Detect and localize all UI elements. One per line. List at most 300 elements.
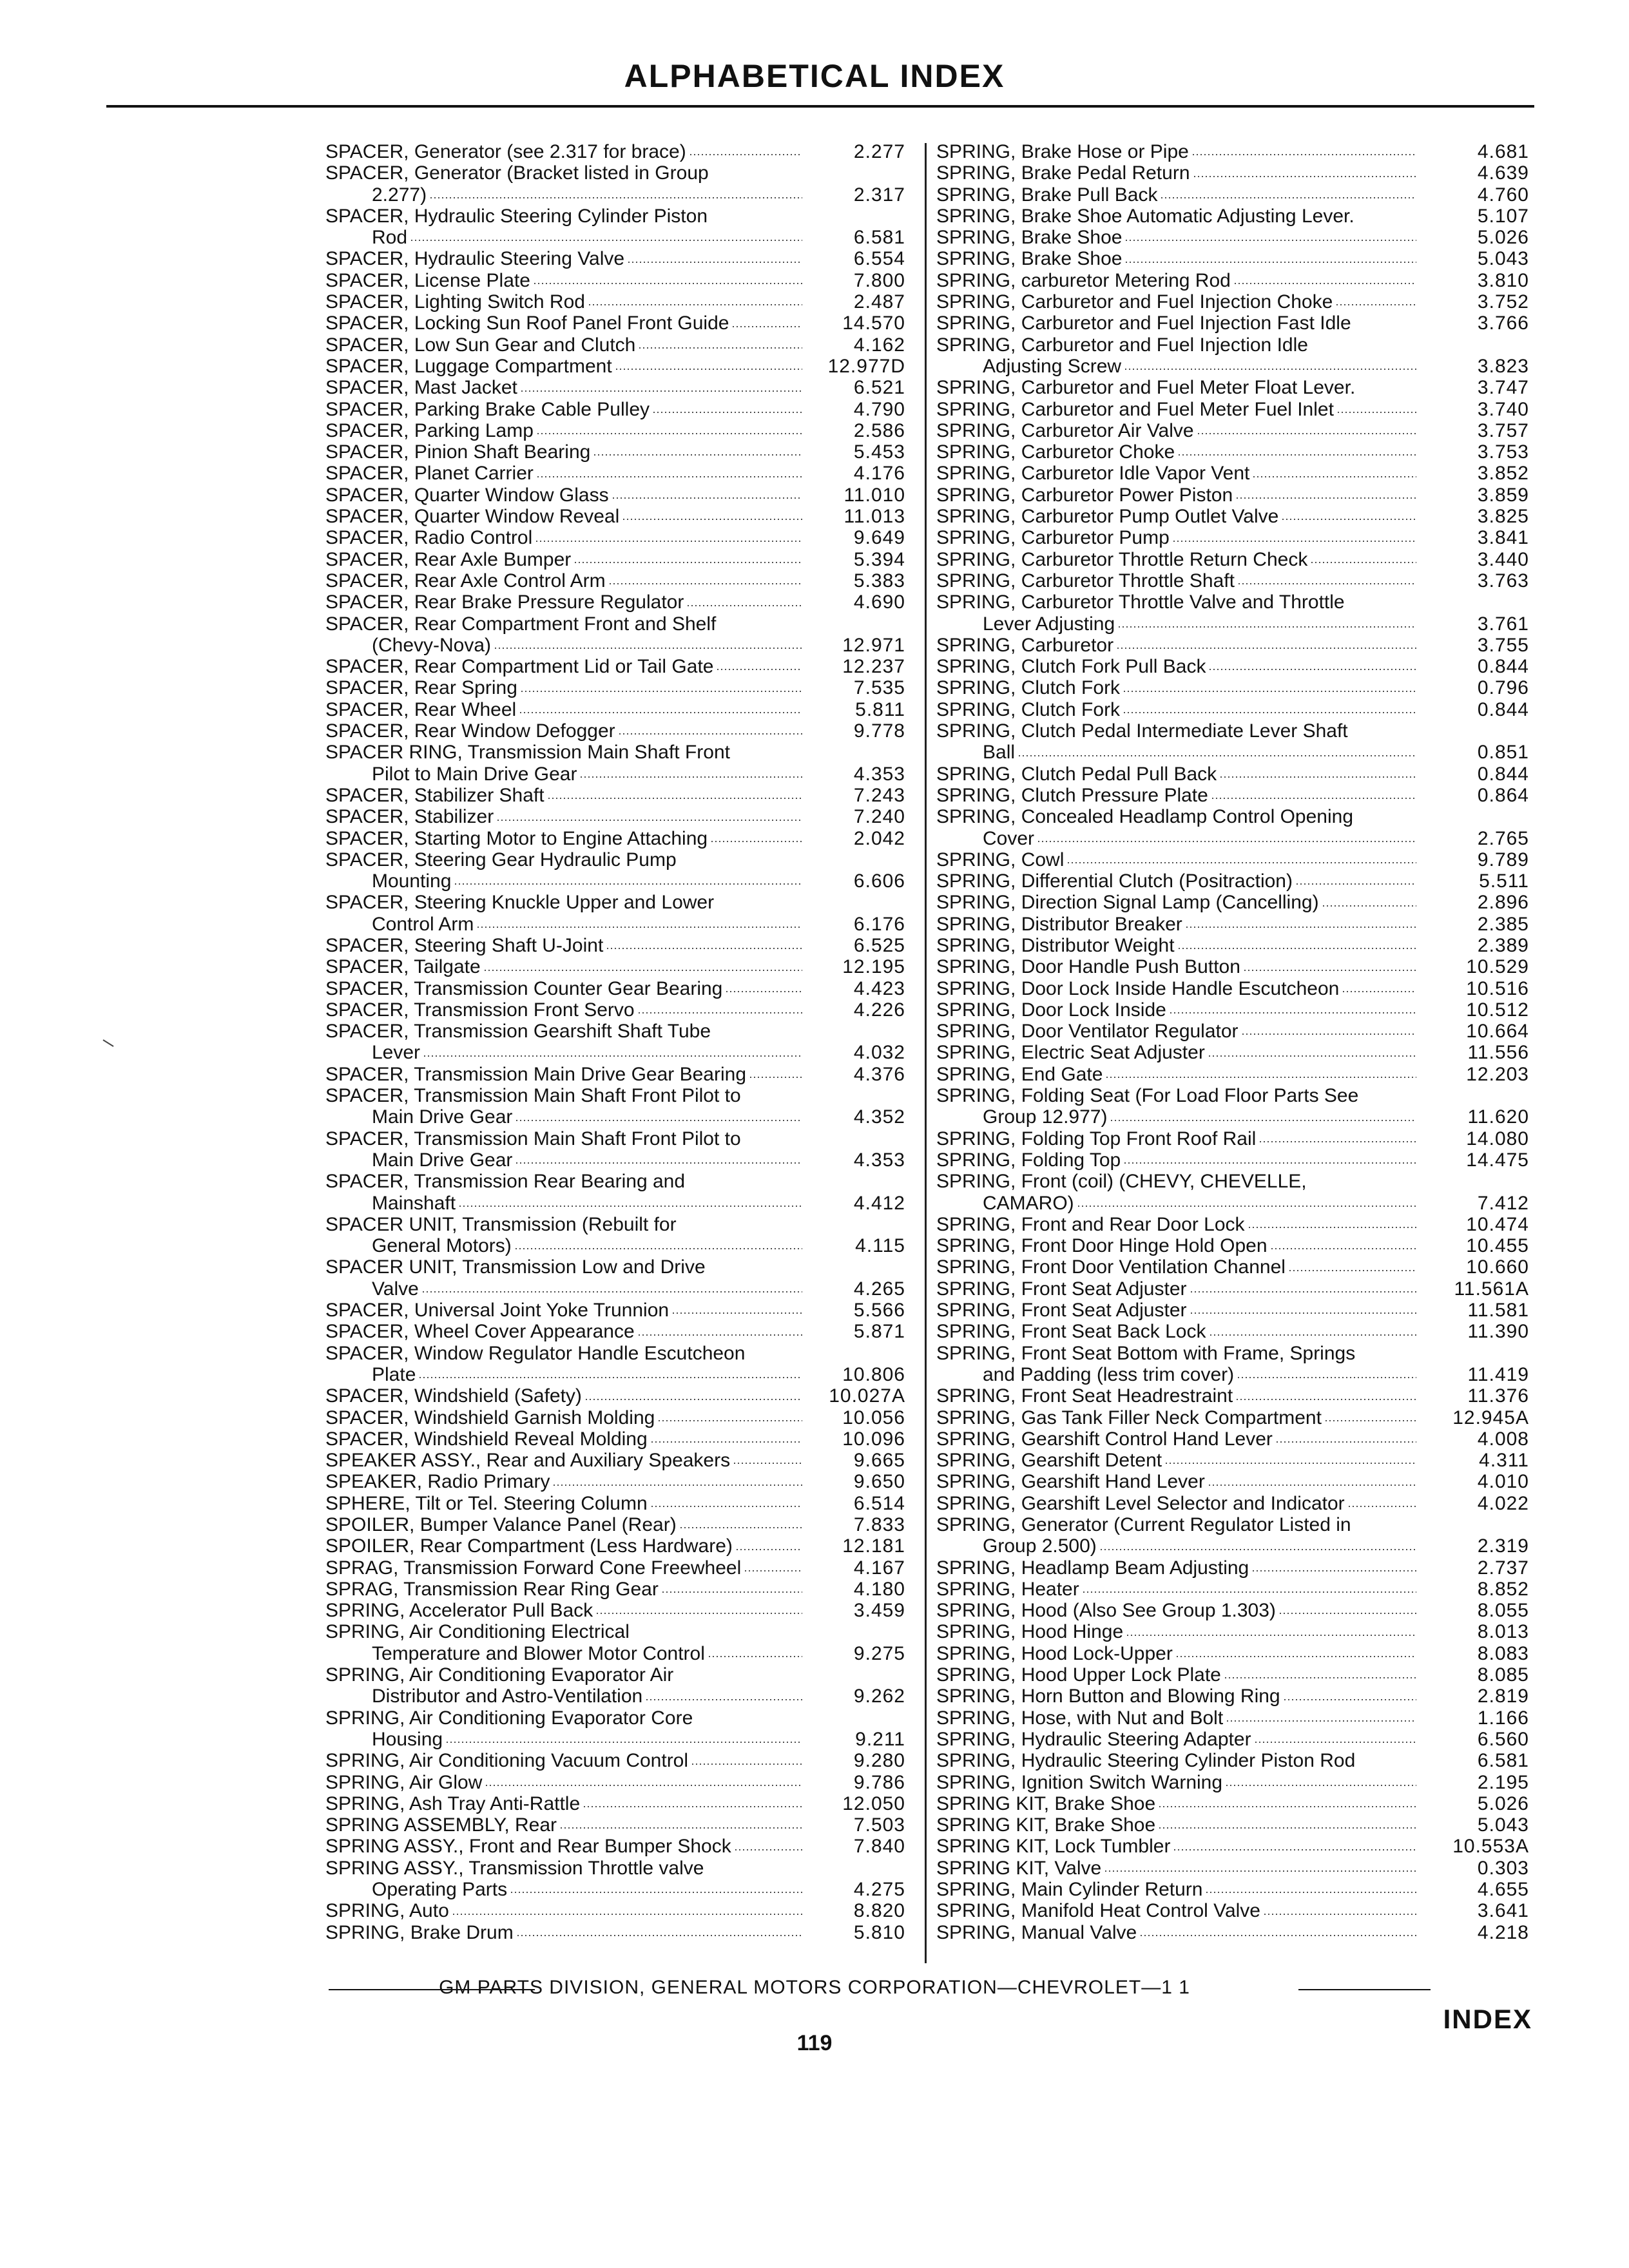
entry-text: SPRING, Brake Pull Back	[936, 184, 1158, 206]
dot-leader	[1225, 1783, 1416, 1787]
dot-leader	[661, 1590, 802, 1594]
entry-group-number: 0.796	[1477, 677, 1529, 699]
entry-group-number: 12.971	[842, 634, 905, 656]
dot-leader	[1219, 775, 1416, 779]
index-entry	[936, 1214, 1529, 1235]
dot-leader	[744, 1569, 802, 1573]
entry-group-number: 4.311	[1479, 1450, 1529, 1472]
entry-group-number: 4.655	[1477, 1879, 1529, 1901]
entry-text: Distributor and Astro-Ventilation	[372, 1686, 643, 1707]
index-entry	[936, 527, 1529, 548]
scan-speck-mark	[102, 1039, 116, 1048]
index-entry	[325, 1278, 905, 1300]
dot-leader	[445, 1740, 802, 1744]
index-entry	[936, 1321, 1529, 1342]
entry-group-number: 5.511	[1479, 870, 1529, 892]
index-entry	[325, 677, 905, 698]
dot-leader	[1335, 303, 1416, 307]
dot-leader	[1190, 1311, 1417, 1315]
entry-text: SPRING ASSY., Transmission Throttle valve	[325, 1857, 704, 1879]
entry-group-number: 9.280	[853, 1750, 905, 1772]
entry-text: SPACER, Rear Compartment Front and Shelf	[325, 613, 717, 635]
entry-text: SPRING, Folding Top Front Roof Rail	[936, 1128, 1257, 1149]
index-entry	[936, 1428, 1529, 1450]
entry-text: SPACER, Luggage Compartment	[325, 355, 612, 377]
footer-publisher: GM PARTS DIVISION, GENERAL MOTORS CORPORATION—CHEVROLET—1 1	[439, 1977, 1190, 1998]
index-entry	[936, 334, 1529, 356]
index-entry	[936, 806, 1529, 827]
entry-text: SPACER, Parking Lamp	[325, 419, 534, 441]
entry-group-number: 4.353	[853, 763, 905, 785]
entry-text: SPRING, Brake Shoe	[936, 227, 1123, 249]
entry-text: SPACER, License Plate	[325, 269, 530, 291]
entry-group-number: 2.737	[1477, 1557, 1529, 1579]
entry-text: SPRING, carburetor Metering Rod	[936, 269, 1231, 291]
entry-group-number: 4.180	[853, 1578, 905, 1600]
index-entry	[936, 141, 1529, 162]
entry-group-number: 4.218	[1477, 1921, 1529, 1943]
dot-leader	[716, 668, 802, 671]
index-entry	[325, 1922, 905, 1943]
dot-leader	[1295, 882, 1416, 886]
entry-group-number: 12.195	[842, 956, 905, 978]
dot-leader	[749, 1075, 802, 1079]
entry-group-number: 9.262	[853, 1686, 905, 1707]
index-entry	[936, 1471, 1529, 1492]
index-entry	[325, 227, 905, 248]
index-entry	[936, 506, 1529, 527]
dot-leader	[1066, 861, 1416, 865]
entry-group-number: 10.096	[842, 1428, 905, 1450]
dot-leader	[606, 947, 802, 950]
entry-text: SPRING, Heater	[936, 1578, 1079, 1600]
dot-leader	[588, 303, 802, 307]
entry-text: SPRING, Front Seat Adjuster	[936, 1300, 1187, 1321]
entry-group-number: 3.755	[1477, 634, 1529, 656]
entry-group-number: 6.560	[1477, 1728, 1529, 1750]
dot-leader	[691, 1762, 802, 1766]
entry-text: SPRING, Horn Button and Blowing Ring	[936, 1686, 1280, 1707]
dot-leader	[1275, 1440, 1416, 1444]
index-entry	[325, 1300, 905, 1321]
dot-leader	[1322, 904, 1416, 908]
entry-group-number: 4.032	[853, 1042, 905, 1064]
index-entry	[325, 1686, 905, 1707]
index-entry	[325, 635, 905, 656]
index-entry	[325, 956, 905, 977]
dot-leader	[1158, 1826, 1416, 1830]
index-entry	[325, 527, 905, 548]
index-entry	[325, 999, 905, 1021]
index-entry	[936, 1858, 1529, 1879]
index-entry	[936, 1042, 1529, 1063]
entry-text: SPEAKER, Radio Primary	[325, 1471, 550, 1493]
index-entry	[325, 1407, 905, 1428]
dot-leader	[650, 1504, 802, 1508]
entry-group-number: 4.681	[1477, 141, 1529, 162]
dot-leader	[1358, 389, 1416, 393]
entry-text: SPACER, Mast Jacket	[325, 377, 517, 399]
index-entry	[325, 356, 905, 377]
entry-text: 2.277)	[372, 184, 427, 206]
dot-leader	[552, 1483, 802, 1487]
entry-group-number: 5.810	[853, 1921, 905, 1943]
index-entry	[325, 334, 905, 356]
index-entry	[936, 184, 1529, 206]
index-entry	[325, 828, 905, 849]
entry-group-number: 7.840	[853, 1836, 905, 1858]
index-entry	[325, 892, 905, 913]
entry-text: SPRING, Differential Clutch (Positraction)	[936, 870, 1293, 892]
dot-leader	[1172, 539, 1416, 543]
index-entry	[936, 1643, 1529, 1664]
entry-text: Mounting	[372, 870, 452, 892]
entry-group-number: 6.606	[853, 870, 905, 892]
dot-leader	[1185, 925, 1416, 929]
dot-leader	[1347, 1504, 1416, 1508]
index-entry	[325, 441, 905, 463]
entry-text: SPRING, Ignition Switch Warning	[936, 1771, 1223, 1793]
index-entry	[325, 463, 905, 484]
entry-group-number: 4.423	[853, 977, 905, 999]
entry-text: SPACER, Wheel Cover Appearance	[325, 1321, 635, 1343]
entry-text: SPRING, Carburetor Throttle Shaft	[936, 570, 1235, 591]
entry-text: SPACER, Pinion Shaft Bearing	[325, 441, 591, 463]
dot-leader	[1310, 561, 1416, 564]
dot-leader	[536, 475, 802, 479]
index-entry	[936, 1579, 1529, 1600]
entry-group-number: 11.419	[1467, 1363, 1529, 1385]
dot-leader	[1354, 325, 1416, 329]
entry-group-number: 3.753	[1477, 441, 1529, 463]
index-entry	[325, 914, 905, 935]
entry-group-number: 7.833	[853, 1514, 905, 1535]
index-entry	[936, 1364, 1529, 1385]
index-entry	[325, 1858, 905, 1879]
index-entry	[325, 1385, 905, 1407]
index-entry	[936, 463, 1529, 484]
dot-leader	[1205, 1890, 1416, 1894]
entry-text: SPRING, End Gate	[936, 1063, 1103, 1085]
entry-group-number: 8.820	[853, 1900, 905, 1922]
entry-text: SPACER, Radio Control	[325, 527, 533, 549]
dot-leader	[1241, 1032, 1416, 1036]
entry-text: SPRING, Carburetor Idle Vapor Vent	[936, 463, 1250, 485]
index-entry	[325, 1836, 905, 1857]
dot-leader	[535, 539, 802, 543]
entry-text: SPACER, Rear Brake Pressure Regulator	[325, 591, 684, 613]
entry-text: SPRING, Air Conditioning Evaporator Air	[325, 1664, 674, 1686]
dot-leader	[708, 1655, 802, 1658]
entry-group-number: 3.763	[1477, 570, 1529, 591]
index-entry	[325, 1149, 905, 1171]
entry-group-number: 6.525	[853, 934, 905, 956]
entry-text: SPACER, Transmission Front Servo	[325, 999, 635, 1021]
index-entry	[936, 1814, 1529, 1836]
dot-leader	[418, 1376, 802, 1379]
entry-text: SPRING, Folding Seat (For Load Floor Parts See	[936, 1085, 1359, 1107]
entry-text: SPRING, Carburetor Air Valve	[936, 419, 1194, 441]
entry-text: SPRING, Distributor Weight	[936, 934, 1175, 956]
index-entry	[936, 656, 1529, 677]
entry-group-number: 3.810	[1477, 269, 1529, 291]
entry-text: SPACER, Locking Sun Roof Panel Front Guide	[325, 312, 729, 334]
index-entry	[936, 1450, 1529, 1471]
index-entry	[936, 1793, 1529, 1814]
entry-group-number: 14.570	[842, 312, 905, 334]
index-entry	[936, 1729, 1529, 1750]
entry-text: SPRING, Clutch Pedal Pull Back	[936, 763, 1217, 785]
entry-text: SPACER, Rear Compartment Lid or Tail Gate	[325, 656, 714, 678]
index-entry	[325, 1814, 905, 1836]
dot-leader	[637, 1011, 802, 1015]
entry-text: SPRING, Carburetor Throttle Valve and Throttle	[936, 591, 1345, 613]
entry-text: SPRING, Door Handle Push Button	[936, 956, 1240, 978]
index-entry	[936, 1772, 1529, 1793]
entry-text: SPRING, Air Glow	[325, 1771, 483, 1793]
index-entry	[325, 570, 905, 591]
title-rule	[106, 105, 1534, 108]
entry-text: SPRING, Hood Lock-Upper	[936, 1642, 1173, 1664]
index-entry	[325, 248, 905, 269]
entry-text: SPACER, Transmission Main Shaft Front Pilot to	[325, 1128, 741, 1149]
entry-text: SPRING, Hydraulic Steering Cylinder Piston Rod	[936, 1750, 1356, 1772]
entry-group-number: 4.790	[853, 398, 905, 420]
entry-group-number: 5.026	[1477, 227, 1529, 249]
index-entry	[936, 1686, 1529, 1707]
entry-group-number: 12.977D	[827, 355, 905, 377]
entry-group-number: 6.514	[853, 1492, 905, 1514]
entry-text: Ball	[983, 742, 1016, 764]
index-entry	[325, 549, 905, 570]
entry-text: SPRING, Air Conditioning Vacuum Control	[325, 1750, 689, 1772]
entry-text: SPRING, Brake Pedal Return	[936, 162, 1190, 184]
dot-leader	[1124, 260, 1416, 264]
index-entry	[936, 591, 1529, 613]
index-entry	[936, 1235, 1529, 1256]
index-entry	[936, 849, 1529, 870]
index-entry	[936, 1085, 1529, 1106]
dot-leader	[1037, 840, 1416, 843]
entry-group-number: 4.176	[853, 463, 905, 485]
index-entry	[936, 1535, 1529, 1557]
entry-text: SPRING KIT, Brake Shoe	[936, 1792, 1156, 1814]
dot-leader	[483, 968, 802, 972]
dot-leader	[1175, 1655, 1416, 1658]
entry-text: SPRING, Door Lock Inside Handle Escutcheon	[936, 977, 1340, 999]
entry-text: SPRING KIT, Valve	[936, 1857, 1102, 1879]
index-entry	[936, 720, 1529, 742]
index-entry	[936, 914, 1529, 935]
entry-text: SPACER, Low Sun Gear and Clutch	[325, 334, 636, 356]
entry-text: SPRING, Hydraulic Steering Adapter	[936, 1728, 1251, 1750]
index-entry	[936, 892, 1529, 913]
entry-text: SPACER, Hydraulic Steering Valve	[325, 248, 625, 270]
dot-leader	[1263, 1912, 1416, 1916]
entry-group-number: 10.516	[1466, 977, 1529, 999]
dot-leader	[679, 1526, 802, 1530]
dot-leader	[1283, 1698, 1416, 1702]
entry-text: SPACER, Stabilizer Shaft	[325, 784, 545, 806]
entry-group-number: 12.237	[842, 656, 905, 678]
entry-text: SPRING, Headlamp Beam Adjusting	[936, 1557, 1249, 1579]
entry-text: Valve	[372, 1278, 419, 1300]
entry-text: SPRING, Air Conditioning Electrical	[325, 1621, 630, 1643]
entry-text: SPACER, Windshield Garnish Molding	[325, 1407, 655, 1428]
entry-text: SPRING, Carburetor and Fuel Meter Fuel Inlet	[936, 398, 1334, 420]
dot-leader	[520, 389, 802, 393]
entry-group-number: 2.896	[1477, 892, 1529, 914]
dot-leader	[423, 1054, 802, 1058]
index-entry	[936, 1193, 1529, 1214]
dot-leader	[1105, 1075, 1416, 1079]
index-entry	[936, 870, 1529, 892]
dot-leader	[1251, 1569, 1416, 1573]
dot-leader	[515, 1161, 802, 1165]
index-entry	[325, 206, 905, 227]
entry-text: Group 12.977)	[983, 1106, 1108, 1128]
entry-text: SPRING, Manifold Heat Control Valve	[936, 1900, 1260, 1922]
index-entry	[936, 785, 1529, 806]
entry-text: SPRING, Ash Tray Anti-Rattle	[325, 1792, 581, 1814]
dot-leader	[452, 1912, 802, 1916]
dot-leader	[515, 1119, 802, 1122]
entry-group-number: 6.581	[1477, 1750, 1529, 1772]
index-entry	[936, 1171, 1529, 1192]
entry-group-number: 3.852	[1477, 463, 1529, 485]
entry-group-number: 4.352	[853, 1106, 905, 1128]
dot-leader	[1123, 1161, 1416, 1165]
entry-text: SPRING, Gas Tank Filler Neck Compartment	[936, 1407, 1322, 1428]
index-entry	[325, 1772, 905, 1793]
index-entry	[325, 1450, 905, 1471]
index-entry	[325, 184, 905, 206]
index-entry	[936, 956, 1529, 977]
entry-text: SPRING, Direction Signal Lamp (Cancelling)	[936, 892, 1319, 914]
index-entry	[325, 591, 905, 613]
entry-group-number: 12.181	[842, 1535, 905, 1557]
entry-group-number: 5.566	[853, 1300, 905, 1321]
index-entry	[325, 1021, 905, 1042]
dot-leader	[1209, 1333, 1417, 1337]
entry-group-number: 8.013	[1477, 1621, 1529, 1643]
dot-leader	[583, 1805, 802, 1809]
entry-group-number: 3.440	[1477, 548, 1529, 570]
entry-group-number: 3.761	[1477, 613, 1529, 635]
entry-text: SPRAG, Transmission Rear Ring Gear	[325, 1578, 659, 1600]
entry-text: SPACER, Rear Spring	[325, 677, 517, 699]
entry-group-number: 4.022	[1477, 1492, 1529, 1514]
dot-leader	[1252, 475, 1416, 479]
entry-text: SPRING, Clutch Fork	[936, 698, 1121, 720]
entry-group-number: 2.042	[853, 827, 905, 849]
entry-group-number: 0.844	[1477, 656, 1529, 678]
index-entry	[325, 978, 905, 999]
entry-text: SPRAG, Transmission Forward Cone Freewheel	[325, 1557, 742, 1579]
entry-text: SPACER, Rear Window Defogger	[325, 720, 615, 742]
entry-group-number: 7.240	[853, 806, 905, 828]
entry-text: SPRING, Hood (Also See Group 1.303)	[936, 1600, 1276, 1622]
dot-leader	[1270, 1247, 1416, 1251]
dot-leader	[1248, 1225, 1416, 1229]
dot-leader	[1169, 1011, 1416, 1015]
dot-leader	[1193, 175, 1416, 178]
dot-leader	[1173, 1848, 1416, 1852]
entry-text: Cover	[983, 827, 1035, 849]
dot-leader	[494, 646, 802, 650]
index-entry	[936, 1707, 1529, 1729]
dot-leader	[1208, 668, 1416, 671]
entry-group-number: 12.203	[1466, 1063, 1529, 1085]
dot-leader	[1110, 1119, 1416, 1122]
entry-text: SPRING, Front Door Ventilation Channel	[936, 1256, 1286, 1278]
index-entry	[936, 1128, 1529, 1149]
dot-leader	[519, 711, 802, 715]
index-entry	[325, 162, 905, 184]
entry-text: Main Drive Gear	[372, 1149, 513, 1171]
entry-text: Plate	[372, 1363, 416, 1385]
index-entry	[325, 1600, 905, 1621]
entry-group-number: 2.277	[853, 141, 905, 162]
dot-leader	[593, 453, 802, 457]
entry-group-number: 9.649	[853, 527, 905, 549]
index-entry	[325, 699, 905, 720]
entry-group-number: 3.757	[1477, 419, 1529, 441]
index-entry	[325, 764, 905, 785]
entry-group-number: 7.535	[853, 677, 905, 699]
entry-group-number: 10.664	[1466, 1021, 1529, 1043]
dot-leader	[638, 346, 802, 350]
dot-leader	[579, 775, 802, 779]
entry-text: Housing	[372, 1728, 443, 1750]
dot-leader	[731, 325, 802, 329]
index-entry	[936, 1621, 1529, 1642]
entry-group-number: 10.474	[1466, 1213, 1529, 1235]
entry-text: SPRING, Distributor Breaker	[936, 913, 1182, 935]
dot-leader	[533, 282, 802, 285]
index-entry	[325, 720, 905, 742]
entry-group-number: 0.851	[1477, 742, 1529, 764]
entry-group-number: 12.945A	[1452, 1407, 1529, 1428]
index-entry	[936, 549, 1529, 570]
entry-text: SPRING, Carburetor Pump	[936, 527, 1170, 549]
entry-group-number: 3.740	[1477, 398, 1529, 420]
dot-leader	[1116, 646, 1416, 650]
dot-leader	[1235, 496, 1416, 500]
dot-leader	[645, 1698, 802, 1702]
dot-leader	[1082, 1590, 1416, 1594]
entry-text: SPOILER, Rear Compartment (Less Hardware)	[325, 1535, 733, 1557]
dot-leader	[1117, 625, 1416, 629]
entry-text: SPRING, Front Seat Back Lock	[936, 1321, 1206, 1343]
index-entry	[936, 635, 1529, 656]
index-entry	[325, 613, 905, 635]
dot-leader	[1139, 1934, 1416, 1937]
index-entry	[325, 870, 905, 892]
dot-leader	[574, 561, 802, 564]
index-entry	[325, 291, 905, 312]
index-entry	[325, 1514, 905, 1535]
dot-leader	[689, 153, 802, 157]
entry-text: SPRING, Main Cylinder Return	[936, 1879, 1203, 1901]
dot-leader	[421, 1290, 802, 1294]
entry-text: SPACER, Generator (Bracket listed in Group	[325, 162, 709, 184]
index-entry	[325, 1621, 905, 1642]
entry-group-number: 2.586	[853, 419, 905, 441]
entry-text: Lever	[372, 1042, 421, 1064]
entry-text: SPRING, Carburetor and Fuel Meter Float Lever.	[936, 377, 1356, 399]
entry-group-number: 7.243	[853, 784, 905, 806]
